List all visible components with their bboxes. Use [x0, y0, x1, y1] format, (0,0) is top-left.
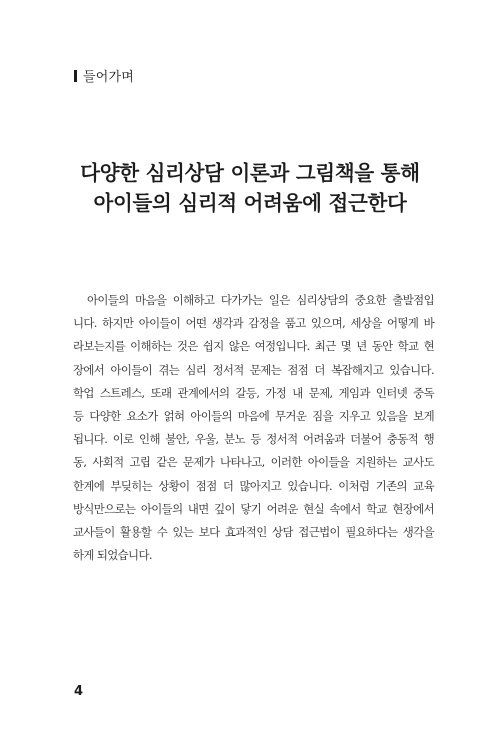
body-line: 교사들이 활용할 수 있는 보다 효과적인 상담 접근법이 필요하다는 생각을	[73, 525, 434, 540]
body-line: 학업 스트레스, 또래 관계에서의 갈등, 가정 내 문제, 게임과 인터넷 중독	[73, 385, 434, 400]
body-paragraph	[73, 289, 434, 567]
body-line: 등 다양한 요소가 얽혀 아이들의 마음에 무거운 짐을 지우고 있음을 보게	[73, 409, 434, 424]
body-line: 됩니다. 이로 인해 불안, 우울, 분노 등 정서적 어려움과 더불어 충동적 행	[73, 432, 434, 447]
body-line: 방식만으로는 아이들의 내면 깊이 닿기 어려운 현실 속에서 학교 현장에서	[73, 501, 434, 516]
chapter-title	[40, 158, 460, 218]
body-line: 동, 사회적 고립 같은 문제가 나타나고, 이러한 아이들을 지원하는 교사도	[73, 455, 434, 470]
body-line: 하게 되었습니다.	[73, 548, 152, 563]
chapter-title-line-2: 아이들의 심리적 어려움에 접근한다	[93, 191, 407, 215]
body-line: 장에서 아이들이 겪는 심리 정서적 문제는 점점 더 복잡해지고 있습니다.	[73, 362, 434, 377]
body-line: 한계에 부딪히는 상황이 점점 더 많아지고 있습니다. 이처럼 기존의 교육	[73, 478, 434, 493]
section-bar-marker	[74, 70, 77, 82]
section-label	[74, 66, 134, 85]
section-label-text: 들어가며	[83, 70, 135, 85]
body-line: 아이들의 마음을 이해하고 다가가는 일은 심리상담의 중요한 출발점입	[87, 293, 434, 307]
chapter-title-line-1: 다양한 심리상담 이론과 그림책을 통해	[80, 161, 420, 185]
body-line: 라보는지를 이해하는 것은 쉽지 않은 여정입니다. 최근 몇 년 동안 학교 현	[73, 339, 434, 354]
page-number: 4	[74, 684, 84, 699]
body-line: 니다. 하지만 아이들이 어떤 생각과 감정을 품고 있으며, 세상을 어떻게 바	[73, 316, 434, 331]
